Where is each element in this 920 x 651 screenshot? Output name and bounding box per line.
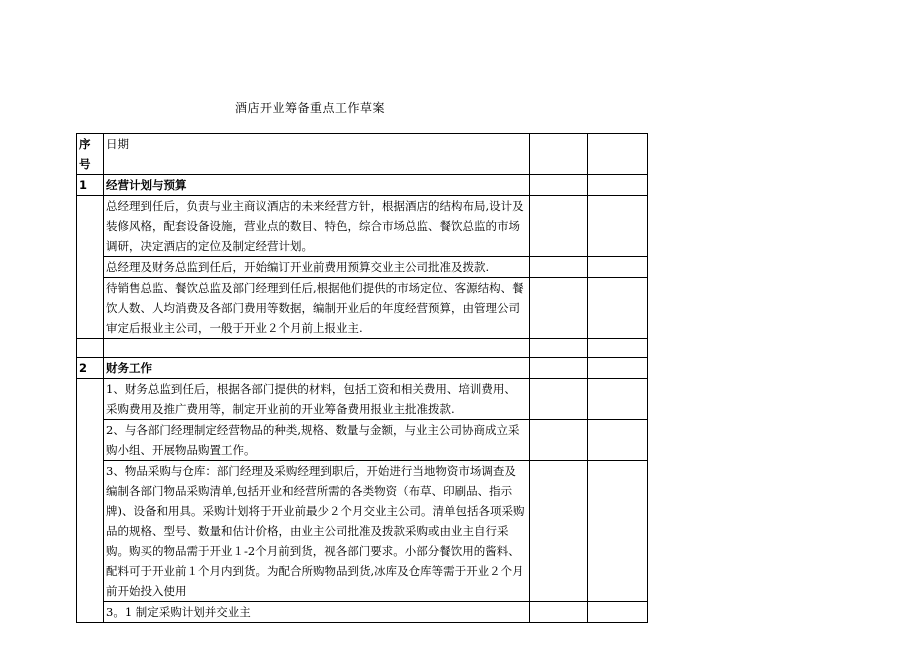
task-row	[77, 196, 648, 257]
task-row	[77, 420, 648, 461]
task-row	[77, 602, 648, 623]
task-row	[77, 278, 648, 339]
task-text: 1、财务总监到任后，根据各部门提供的材料，包括工资和相关费用、培训费用、采购费用及推广费用等，制定开业前的开业筹备费用报业主批准拨款.	[104, 379, 530, 420]
task-text: 待销售总监、餐饮总监及部门经理到任后,根据他们提供的市场定位、客源结构、餐饮人数、人均消费及各部门费用等数据，编制开业后的年度经营预算，由管理公司审定后报业主公司，一般于开业２个月前上报业主.	[104, 278, 530, 339]
header-blank-b	[588, 134, 648, 175]
header-date: 日期	[104, 134, 530, 175]
section-no: 2	[77, 358, 104, 379]
section-row-1	[77, 175, 648, 196]
header-blank-a	[530, 134, 588, 175]
task-row	[77, 461, 648, 602]
task-text: 总经理到任后，负责与业主商议酒店的未来经营方针，根据酒店的结构布局,设计及装修风格，配套设备设施，营业点的数目、特色，综合市场总监、餐饮总监的市场调研，决定酒店的定位及制定经营计划。	[104, 196, 530, 257]
header-no: 序号	[77, 134, 104, 175]
section-no: 1	[77, 175, 104, 196]
task-text: 总经理及财务总监到任后，开始编订开业前费用预算交业主公司批准及拨款.	[104, 257, 530, 278]
spacer-row	[77, 339, 648, 358]
work-plan-table	[76, 133, 648, 623]
section-heading: 经营计划与预算	[104, 175, 530, 196]
task-row	[77, 257, 648, 278]
task-text: 2、与各部门经理制定经营物品的种类,规格、数量与金额，与业主公司协商成立采购小组、开展物品购置工作。	[104, 420, 530, 461]
section-heading: 财务工作	[104, 358, 530, 379]
task-text: 3、物品采购与仓库：部门经理及采购经理到职后，开始进行当地物资市场调查及编制各部门物品采购清单,包括开业和经营所需的各类物资（布草、印刷品、指示牌)、设备和用具。采购计划将于开业前最少２个月交业主公司。清单包括各项采购品的规格、型号、数量和估计价格，由业主公司批准及拨款采购或由业主自行采购。购买的物品需于开业１-2个月前到货，视各部门要求。小部分餐饮用的酱料、配料可于开业前１个月内到货。为配合所购物品到货,冰库及仓库等需于开业２个月前开始投入使用	[104, 461, 530, 602]
header-row	[77, 134, 648, 175]
document-title: 酒店开业筹备重点工作草案	[234, 101, 385, 115]
task-row	[77, 379, 648, 420]
section-row-2	[77, 358, 648, 379]
task-text: 3。1 制定采购计划并交业主	[104, 602, 530, 623]
